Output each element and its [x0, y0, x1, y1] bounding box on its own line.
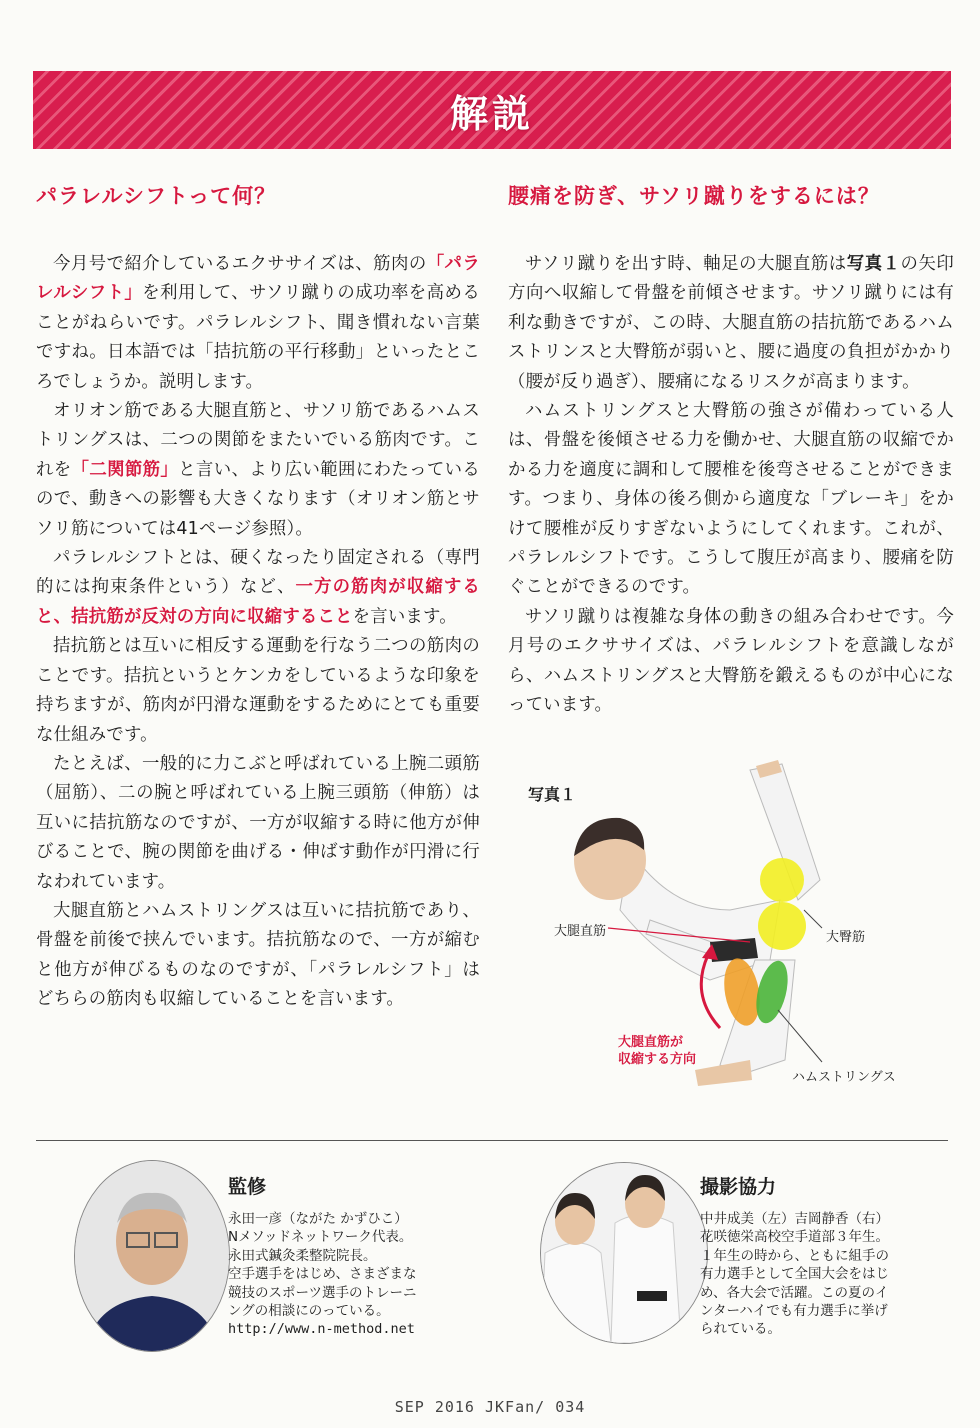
bio-line: られている。 — [700, 1321, 781, 1338]
bio-line: 空手選手をはじめ、さまざまな — [228, 1266, 417, 1283]
label-arrow-line2: 収縮する方向 — [618, 1052, 697, 1067]
page-reference-note: （オリオン筋とサソリ筋については41ページ参照）。 — [36, 489, 480, 539]
photo-1-figure — [520, 760, 960, 1110]
bio-line: １年生の時から、ともに組手の — [700, 1247, 889, 1264]
label-gluteus: 大臀筋 — [826, 930, 866, 945]
bio-line: 有力選手として全国大会をはじ — [700, 1266, 889, 1283]
supervisor-portrait — [75, 1161, 229, 1351]
label-arrow-line1: 大腿直筋が — [618, 1035, 684, 1050]
bio-line: Nメソッドネットワーク代表。 — [228, 1229, 413, 1246]
bio-line: ングの相談にのっている。 — [228, 1303, 390, 1320]
cooperation-heading: 撮影協力 — [700, 1176, 777, 1198]
section-banner — [33, 71, 951, 149]
text-run: オリオン筋である大腿直筋と、サソリ筋であるハムストリングスは、二つの関節をまたいでいる筋肉です。これを — [36, 401, 480, 480]
photo-reference: 写真１ — [846, 254, 901, 274]
supervisor-heading: 監修 — [228, 1176, 267, 1198]
page-footer: SEP 2016 JKFan/ 034 — [394, 1398, 586, 1416]
right-paragraph-3: サソリ蹴りは複雑な身体の動きの組み合わせです。今月号のエクササイズは、パラレルシフトを意識しながら、ハムストリングスと大臀筋を鍛えるものが中心になっています。 — [508, 606, 954, 716]
text-run: 今月号で紹介しているエクササイズは、筋肉の — [53, 254, 427, 274]
right-paragraph-1 — [508, 250, 954, 397]
bio-line: 花咲徳栄高校空手道部３年生。 — [700, 1229, 889, 1246]
bio-line: 永田一彦（ながた かずひこ） — [228, 1211, 408, 1227]
section-divider — [36, 1140, 948, 1141]
banner-title: 解説 — [449, 91, 534, 136]
left-paragraph-2 — [36, 397, 480, 544]
supervisor-url: http://www.n-method.net — [228, 1321, 415, 1338]
text-run: を利用して、サソリ蹴りの成功率を高めることがねらいです。パラレルシフト、聞き慣れない言葉ですね。日本語では「拮抗筋の平行移動」といったところでしょうか。説明します。 — [36, 283, 480, 392]
left-paragraph-3 — [36, 544, 480, 632]
left-paragraph-6: 大腿直筋とハムストリングスは互いに拮抗筋であり、骨盤を前後で挟んでいます。拮抗筋なので、一方が縮むと他方が伸びるものなのですが、「パラレルシフト」はどちらの筋肉も収縮していることを言います。 — [36, 900, 480, 1010]
left-heading: パラレルシフトって何？ — [36, 184, 277, 208]
athletes-portrait — [541, 1163, 707, 1343]
label-hamstrings: ハムストリングス — [792, 1070, 896, 1085]
supervisor-photo — [74, 1160, 230, 1352]
bio-line: 中井成美（左）吉岡静香（右） — [700, 1211, 889, 1227]
supervisor-bio — [228, 1210, 416, 1339]
left-paragraph-1 — [36, 250, 480, 397]
cooperation-bio — [700, 1210, 889, 1339]
athletes-photo — [540, 1162, 708, 1344]
bio-line: 競技のスポーツ選手のトレーニ — [228, 1284, 417, 1301]
left-paragraph-5: たとえば、一般的に力こぶと呼ばれている上腕二頭筋（屈筋）、二の腕と呼ばれている上腕三頭筋（伸筋）は互いに拮抗筋なのですが、一方が収縮する時に他方が伸びることで、腕の関節を曲げる・伸ばす動作が円滑に行なわれています。 — [36, 753, 480, 892]
bio-line: 永田式鍼灸柔整院院長。 — [228, 1247, 377, 1264]
text-run: サソリ蹴りを出す時、軸足の大腿直筋は — [525, 254, 847, 274]
bio-line: め、各大会で活躍。この夏のイ — [700, 1284, 889, 1301]
text-run: と言い、より広い範囲にわたっているので、動きへの影響も大きくなります — [36, 459, 481, 510]
text-run: の矢印方向へ収縮して骨盤を前傾させます。サソリ蹴りには有利な動きですが、この時、大腿直筋の拮抗筋であるハムストリンスと大臀筋が弱いと、腰に過度の負担がかかり（腰が反り過ぎ）、腰痛になるリスクが高まります。 — [508, 254, 954, 392]
bio-line: ンターハイでも有力選手に挙げ — [700, 1303, 888, 1320]
highlight-text: 「二関節筋」 — [71, 459, 179, 480]
text-run: パラレルシフトとは、硬くなったり固定される（専門的には拘束条件という）など、 — [36, 548, 480, 598]
right-heading: 腰痛を防ぎ、サソリ蹴りをするには？ — [508, 184, 880, 208]
text-run: を言います。 — [352, 606, 457, 627]
glute-marker-lower — [758, 902, 806, 950]
label-quadriceps: 大腿直筋 — [554, 924, 607, 939]
left-paragraph-4: 拮抗筋とは互いに相反する運動を行なう二つの筋肉のことです。拮抗というとケンカをしているような印象を持ちますが、筋肉が円滑な運動をするためにとても重要な仕組みです。 — [36, 636, 480, 745]
glute-leader-line — [804, 910, 822, 928]
right-column — [508, 180, 954, 721]
left-column — [36, 180, 480, 1015]
figure-title: 写真１ — [528, 785, 577, 804]
right-paragraph-2: ハムストリングスと大臀筋の強さが備わっている人は、骨盤を後傾させる力を働かせ、大腿直筋の収縮でかかる力を適度に調和して腰椎を後弯させることができます。つまり、身体の後ろ側から適度な「ブレーキ」をかけて腰椎が反りすぎないようにしてくれます。これが、パラレルシフトです。こうして腹圧が高まり、腰痛を防ぐことができるのです。 — [508, 401, 954, 598]
glute-marker-upper — [760, 858, 804, 902]
highlight-text: 一方の筋肉が収縮すると、拮抗筋が反対の方向に収縮すること — [36, 577, 480, 627]
highlight-text: 「パラレルシフト」 — [36, 254, 480, 304]
